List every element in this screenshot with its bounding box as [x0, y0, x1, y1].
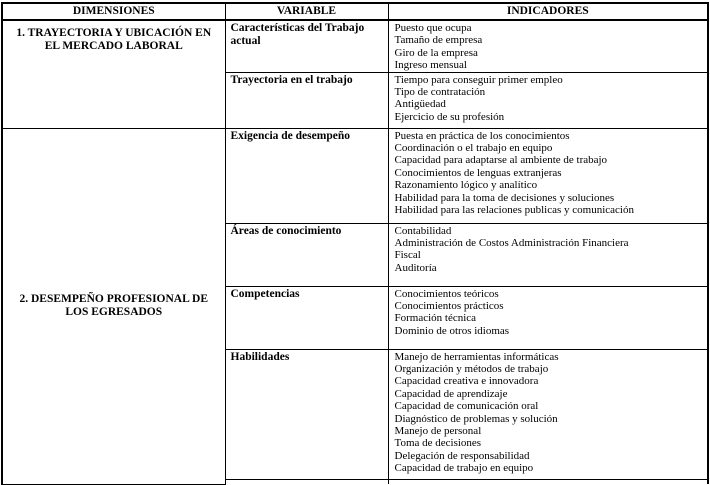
indicator-line: Habilidad para las relaciones publicas y comunicación — [394, 204, 634, 217]
indicator-line: Ingreso mensual — [394, 59, 467, 72]
indicator-line: Capacidad de aprendizaje — [394, 387, 508, 400]
indicator-line: Auditoría — [394, 261, 437, 274]
operationalization-table — [1, 2, 709, 485]
variable-cell-areas: Áreas de conocimiento — [225, 223, 388, 286]
indicator-line: Tamaño de empresa — [394, 34, 483, 47]
table-row — [2, 20, 708, 72]
indicator-line: Manejo de personal — [394, 425, 482, 438]
indicator-line: Giro de la empresa — [394, 46, 478, 59]
indicator-line: Capacidad para adaptarse al ambiente de trabajo — [394, 154, 608, 167]
variable-cell-exigencia: Exigencia de desempeño — [225, 128, 388, 223]
indicator-line: Administración de Costos Administración Financiera — [394, 237, 629, 250]
indicator-line: Dominio de otros idiomas — [394, 324, 510, 337]
indicators-cell-trayectoria-trabajo — [388, 72, 708, 128]
variable-cell-trayectoria-trabajo: Trayectoria en el trabajo — [225, 72, 388, 128]
indicator-line: Contabilidad — [394, 224, 452, 237]
indicator-line: Tiempo para conseguir primer empleo — [394, 73, 563, 86]
indicators-cell-habilidades — [388, 349, 708, 479]
indicator-line: Antigüedad — [394, 98, 446, 111]
indicators-cell-competencias — [388, 286, 708, 349]
indicator-line: Capacidad creativa e innovadora — [394, 375, 539, 388]
table-row — [2, 128, 708, 223]
indicator-line: Capacidad de comunicación oral — [394, 400, 539, 413]
indicator-line: Puesto que ocupa — [394, 22, 472, 34]
indicator-line: Capacidad de trabajo en equipo — [394, 462, 534, 475]
indicator-line: Toma de decisiones — [394, 437, 482, 450]
indicator-line: Formación técnica — [394, 312, 477, 325]
variable-cell-habilidades: Habilidades — [225, 349, 388, 479]
dimension-cell-desempeno: 2. DESEMPEÑO PROFESIONAL DE LOS EGRESADOS — [2, 128, 225, 484]
indicator-line: Manejo de herramientas informáticas — [394, 350, 559, 363]
variable-cell-caracteristicas: Características del Trabajo actual — [225, 20, 388, 72]
indicator-line: Diagnóstico de problemas y solución — [394, 412, 558, 425]
dimension-cell-trayectoria: 1. TRAYECTORIA Y UBICACIÓN EN EL MERCADO LABORAL — [2, 20, 225, 128]
indicator-line: Delegación de responsabilidad — [394, 449, 530, 462]
indicator-line: Fiscal — [394, 249, 421, 262]
indicators-cell-areas — [388, 223, 708, 286]
indicators-cell-caracteristicas — [388, 20, 708, 72]
indicator-line: Razonamiento lógico y analítico — [394, 179, 538, 192]
indicator-line: Ejercicio de su profesión — [394, 110, 505, 123]
indicator-line: Puesta en práctica de los conocimientos — [394, 129, 570, 142]
col-header-variable: VARIABLE — [225, 3, 388, 20]
indicators-cell-cutoff — [388, 479, 708, 484]
indicator-line: Conocimientos teóricos — [394, 287, 499, 300]
indicator-line: Tipo de contratación — [394, 86, 486, 99]
indicators-cell-exigencia — [388, 128, 708, 223]
indicator-line: Organización y métodos de trabajo — [394, 363, 549, 376]
col-header-dimensiones: DIMENSIONES — [2, 3, 225, 20]
indicator-line: Conocimientos prácticos — [394, 300, 504, 313]
col-header-indicadores: INDICADORES — [388, 3, 708, 20]
indicator-line: Coordinación o el trabajo en equipo — [394, 142, 553, 155]
variable-cell-competencias: Competencias — [225, 286, 388, 349]
header-row — [2, 3, 708, 20]
variable-cell-cutoff — [225, 479, 388, 484]
indicator-line: Conocimientos de lenguas extranjeras — [394, 166, 562, 179]
indicator-line: Habilidad para la toma de decisiones y soluciones — [394, 191, 615, 204]
